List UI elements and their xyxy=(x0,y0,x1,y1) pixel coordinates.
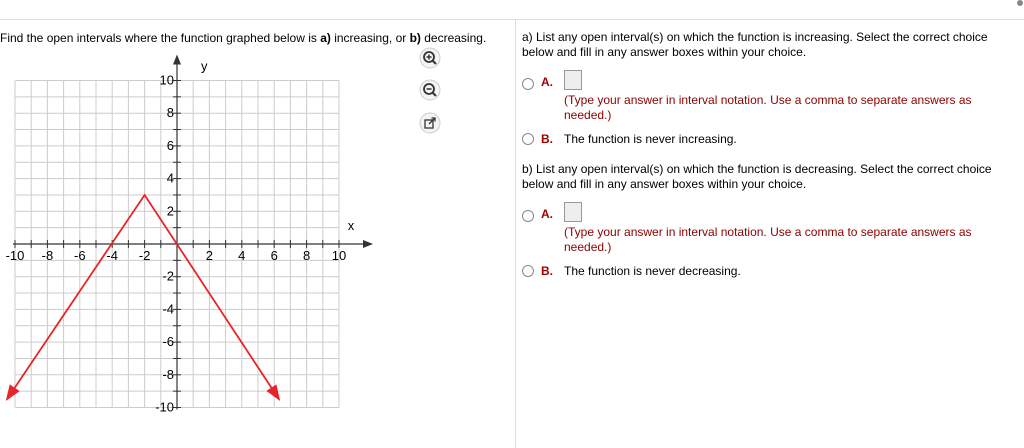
part-a-option-a-hint: (Type your answer in interval notation. Use a comma to separate answers as needed.) xyxy=(564,93,972,122)
x-tick-label: -8 xyxy=(41,248,54,263)
y-tick-label: -2 xyxy=(162,268,174,284)
y-axis-arrow-icon xyxy=(173,55,181,65)
part-a-option-a-radio[interactable] xyxy=(522,78,534,90)
y-tick-label: -4 xyxy=(162,301,174,317)
part-b-option-b[interactable] xyxy=(522,264,1017,284)
y-tick-label: 2 xyxy=(166,203,174,219)
question-middle: increasing, or xyxy=(330,31,410,45)
y-tick-label: 4 xyxy=(166,170,174,186)
part-b-option-b-letter: B. xyxy=(541,264,553,278)
top-divider xyxy=(0,19,1024,20)
question-suffix: decreasing. xyxy=(420,31,487,45)
y-tick-label: -8 xyxy=(162,366,174,382)
x-tick-label: 8 xyxy=(302,248,311,263)
x-tick-label: 2 xyxy=(205,248,214,263)
function-graph xyxy=(0,40,410,412)
part-a-option-b-radio[interactable] xyxy=(522,133,534,145)
part-b-prompt: b) List any open interval(s) on which the function is decreasing. Select the correct choice below and fill in any answer boxes within your choice. xyxy=(522,162,992,191)
question-a-label: a) xyxy=(320,31,331,45)
answer-panel xyxy=(522,30,1017,284)
column-divider xyxy=(515,20,516,448)
part-a-option-a-letter: A. xyxy=(541,75,553,89)
y-tick-label: -10 xyxy=(155,399,174,412)
part-b-option-a[interactable] xyxy=(522,207,1017,264)
x-tick-label: 10 xyxy=(331,248,347,263)
part-a-prompt: a) List any open interval(s) on which the function is increasing. Select the correct choice below and fill in any answer boxes within your choice. xyxy=(522,30,988,59)
x-axis-arrow-icon xyxy=(363,240,373,248)
gear-icon[interactable] xyxy=(1010,0,1024,14)
part-b-option-b-text: The function is never decreasing. xyxy=(564,264,741,278)
x-axis-label: x xyxy=(347,218,355,233)
right-arrow-head-icon xyxy=(266,384,280,401)
y-tick-label: 8 xyxy=(166,105,174,121)
x-tick-label: 4 xyxy=(238,248,246,263)
zoom-out-icon[interactable] xyxy=(419,79,441,101)
y-axis-label: y xyxy=(201,58,208,74)
part-a-option-b[interactable] xyxy=(522,132,1017,162)
y-tick-label: 10 xyxy=(159,72,174,88)
part-a-answer-box[interactable] xyxy=(564,70,582,90)
part-b-answer-box[interactable] xyxy=(564,202,582,222)
part-b-option-a-letter: A. xyxy=(541,207,553,221)
x-tick-label: 6 xyxy=(270,248,278,263)
part-a-option-b-text: The function is never increasing. xyxy=(564,132,737,146)
x-tick-label: -6 xyxy=(74,248,86,263)
zoom-in-icon[interactable] xyxy=(419,47,441,69)
x-tick-label: -4 xyxy=(106,248,118,263)
y-tick-label: -6 xyxy=(162,334,174,350)
x-tick-label: -10 xyxy=(5,248,25,263)
x-tick-label: -2 xyxy=(138,248,151,263)
part-a-option-b-letter: B. xyxy=(541,132,553,146)
question-prefix: Find the open intervals where the function graphed below is xyxy=(0,31,321,45)
tick-labels xyxy=(6,59,355,413)
question-b-label: b) xyxy=(409,31,421,45)
left-arrow-head-icon xyxy=(6,384,20,401)
part-a-option-a[interactable] xyxy=(522,75,1017,132)
popout-icon[interactable] xyxy=(419,112,441,134)
part-b-option-a-hint: (Type your answer in interval notation. Use a comma to separate answers as needed.) xyxy=(564,225,972,254)
part-b-option-a-radio[interactable] xyxy=(522,210,534,222)
part-b-option-b-radio[interactable] xyxy=(522,265,534,277)
y-tick-label: 6 xyxy=(166,137,174,153)
